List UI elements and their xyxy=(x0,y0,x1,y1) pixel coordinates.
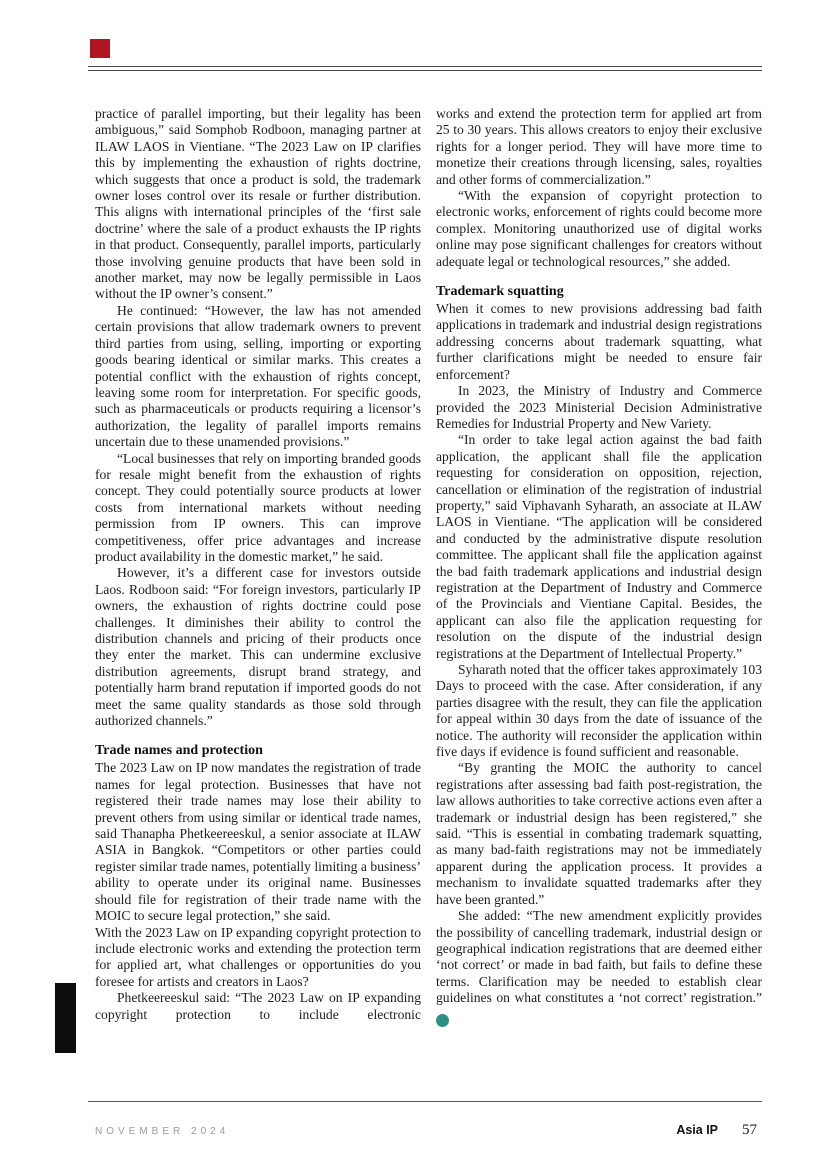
masthead-double-rule xyxy=(88,66,762,71)
footer-brand: Asia IP xyxy=(676,1123,718,1137)
footer-right-group xyxy=(676,1122,757,1139)
paragraph: However, it’s a different case for investors outside Laos. Rodboon said: “For foreign investors, particularly IP owners, the exhaustion of rights doctrine could pose challenges. It diminishes their ability to control the distribution channels and pricing of their products once they enter the market. This can undermine exclusive distribution agreements, disrupt brand strategy, and potentially harm brand reputation if imported goods do not meet the same quality standards as those sold through authorized channels.” xyxy=(95,565,421,729)
masthead-red-square-mark xyxy=(90,39,110,58)
paragraph: The 2023 Law on IP now mandates the registration of trade names for legal protection. Businesses that have not registered their trade names may lose their ability to prevent others from using similar or identical trade names, said Thanapha Phetkeereeskul, a senior associate at ILAW ASIA in Bangkok. “Competitors or other parties could register similar trade names, potentially limiting a business’ ability to operate under its original name. Businesses should file for registration of their trade name with the MOIC to secure legal protection,” she said. xyxy=(95,760,421,924)
paragraph: With the 2023 Law on IP expanding copyright protection to include electronic works and extending the protection term for applied art, what challenges or opportunities do you foresee for artists and creators in Laos? xyxy=(95,924,421,989)
paragraph: “By granting the MOIC the authority to cancel registrations after assessing bad faith post-registration, the law allows authorities to take corrective actions even after a trademark or industrial design has been registered,” she said. “This is essential in combating trademark squatting, as many bad-faith registrations may not be immediately apparent during the application process. It provides a mechanism to invalidate squatted trademarks after they have been granted.” xyxy=(436,760,762,907)
article-body xyxy=(95,106,763,1027)
footer-page-number: 57 xyxy=(742,1122,757,1138)
paragraph: works and extend the protection term for applied art from 25 to 30 years. This allows creators to enjoy their exclusive rights for a longer period. They will have more time to monetize their creations through licensing, sales, royalties and other forms of commercialization.” xyxy=(436,106,762,187)
section-edge-tab xyxy=(55,983,76,1053)
paragraph: “Local businesses that rely on importing branded goods for resale might benefit from the exhaustion of rights concept. They could potentially source products at lower costs from international markets without needing permission from IP owners. This can improve competitiveness, offer price advantages and increase product availability in the domestic market,” he said. xyxy=(95,450,421,564)
paragraph: Phetkeereeskul said: “The 2023 Law on IP expanding copyright protection to include electronic xyxy=(95,990,421,1022)
section-heading: Trade names and protection xyxy=(95,743,263,759)
section-heading: Trademark squatting xyxy=(436,284,564,300)
page-footer xyxy=(95,1122,757,1139)
paragraph: In 2023, the Ministry of Industry and Commerce provided the 2023 Ministerial Decision Administrative Remedies for Industrial Property and New Variety. xyxy=(436,383,762,431)
paragraph: “With the expansion of copyright protection to electronic works, enforcement of rights could become more complex. Monitoring unauthorized use of digital works online may pose significant challenges for creators without adequate legal or technological resources,” she added. xyxy=(436,188,762,269)
paragraph: He continued: “However, the law has not amended certain provisions that allow trademark owners to prevent third parties from using, selling, importing or exporting goods bearing identical or similar marks. This creates a potential conflict with the exhaustion of rights concept, leaving some room for interpretation. For specific goods, such as pharmaceuticals or products requiring a licensor’s authorization, the legality of parallel imports remains uncertain due to these unamended provisions.” xyxy=(95,302,421,450)
paragraph: She added: “The new amendment explicitly provides the possibility of cancelling trademark, industrial design or geographical indication registrations that are deemed either ‘not correct’ or made in bad faith, but fails to define these terms. Clarification may be needed to establish clear guidelines on what constitutes a ‘not correct’ registration.” AIP xyxy=(436,908,762,1026)
footer-issue-date: NOVEMBER 2024 xyxy=(95,1126,230,1137)
right-column xyxy=(436,106,762,1027)
footer-rule xyxy=(88,1101,762,1102)
paragraph: practice of parallel importing, but their legality has been ambiguous,” said Somphob Rodboon, managing partner at ILAW LAOS in Vientiane. “The 2023 Law on IP clarifies this by implementing the exhaustion of rights doctrine, which suggests that once a product is sold, the trademark owner loses control over its resale or further distribution. This aligns with international principles of the ‘first sale doctrine’ where the sale of a product exhausts the IP rights in that product. Consequently, parallel imports, particularly those involving genuine products that have been sold in another market, may now be legally permissible in Laos without the IP owner’s consent.” xyxy=(95,106,421,302)
end-of-article-badge: AIP xyxy=(436,1014,449,1027)
left-column xyxy=(95,106,421,1027)
paragraph: When it comes to new provisions addressing bad faith applications in trademark and industrial design registrations addressing concerns about trademark squatting, what further clarifications might be needed to ensure fair enforcement? xyxy=(436,301,762,382)
paragraph: Syharath noted that the officer takes approximately 103 Days to proceed with the case. After consideration, if any parties disagree with the result, they can file the application for appeal within 30 days from the date of issuance of the notice. The authority will reconsider the application within five days if evidence is found sufficient and reasonable. xyxy=(436,662,762,760)
paragraph: “In order to take legal action against the bad faith application, the applicant shall file the application requesting for consideration on opposition, rejection, cancellation or elimination of the registration of industrial property,” said Viphavanh Syharath, an associate at ILAW LAOS in Vientiane. “The application will be considered and conducted by the administrative dispute resolution committee. The applicant shall file the application against the bad faith trademark applications and industrial design registration at the Department of Industry and Commerce of the Provincials and Vientiane Capital. Besides, the applicant can also file the application requesting for resolution on the dispute of the industrial design registrations at the Department of Intellectual Property.” xyxy=(436,432,762,661)
